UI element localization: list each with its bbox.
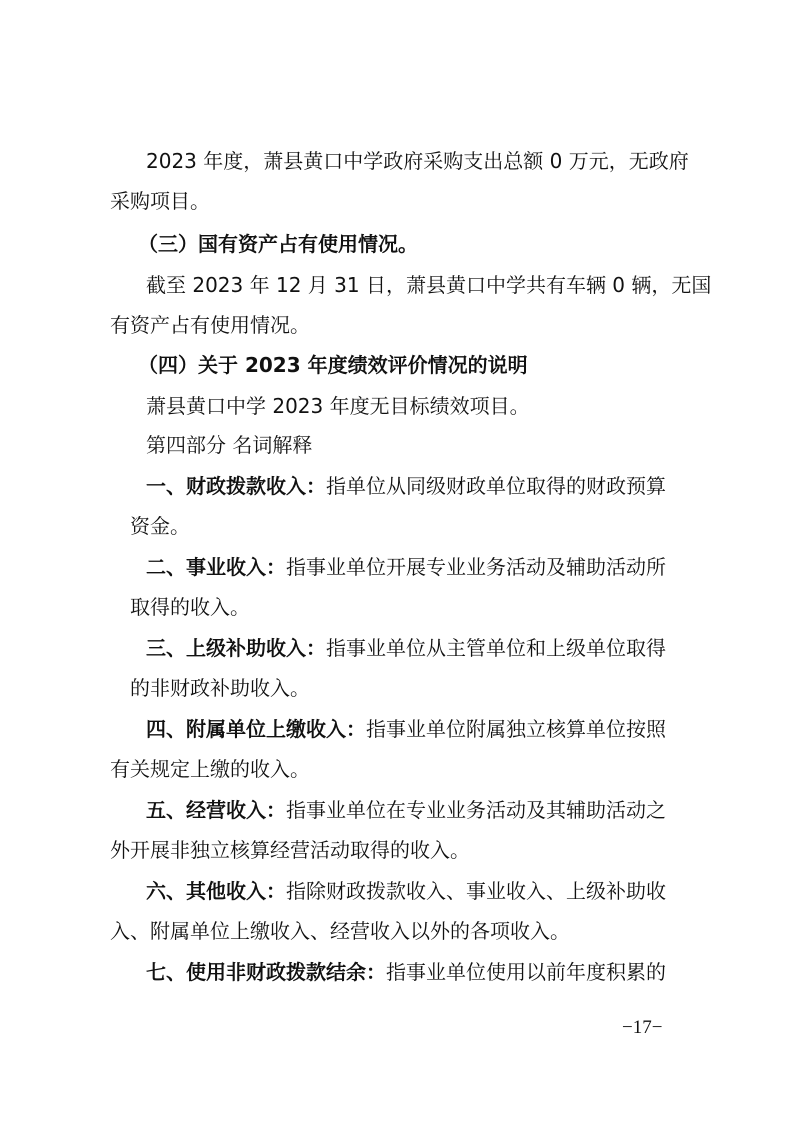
assets-paragraph-line-2: 有资产占有使用情况。 (110, 313, 310, 337)
term-3-line-1 (146, 634, 666, 662)
term-3-line-2: 的非财政补助收入。 (130, 676, 310, 700)
term-3-label: 三、上级补助收入： (146, 636, 326, 660)
term-1-definition: 指单位从同级财政单位取得的财政预算 (326, 474, 666, 498)
term-1-label: 一、财政拨款收入： (146, 474, 326, 498)
term-3-definition: 指事业单位从主管单位和上级单位取得 (326, 636, 666, 660)
section-heading-4: （四）关于 2023 年度绩效评价情况的说明 (138, 353, 528, 377)
part-four-heading: 第四部分 名词解释 (146, 433, 313, 457)
term-2-line-1 (146, 553, 666, 581)
term-2-label: 二、事业收入： (146, 555, 286, 579)
term-5-definition: 指事业单位在专业业务活动及其辅助活动之 (286, 798, 666, 822)
term-5-line-2: 外开展非独立核算经营活动取得的收入。 (110, 838, 470, 862)
term-4-line-1 (146, 715, 666, 743)
term-4-line-2: 有关规定上缴的收入。 (110, 757, 310, 781)
term-4-label: 四、附属单位上缴收入： (146, 717, 366, 741)
term-5-line-1 (146, 796, 666, 824)
assets-paragraph-line-1: 截至 2023 年 12 月 31 日，萧县黄口中学共有车辆 0 辆，无国 (146, 273, 712, 297)
performance-paragraph: 萧县黄口中学 2023 年度无目标绩效项目。 (146, 394, 530, 418)
term-6-line-2: 入、附属单位上缴收入、经营收入以外的各项收入。 (110, 919, 570, 943)
term-6-label: 六、其他收入： (146, 879, 286, 903)
term-2-definition: 指事业单位开展专业业务活动及辅助活动所 (286, 555, 666, 579)
term-1-line-1 (146, 472, 666, 500)
term-1-line-2: 资金。 (130, 514, 190, 538)
term-7-label: 七、使用非财政拨款结余： (146, 960, 386, 984)
term-7-definition: 指事业单位使用以前年度积累的 (386, 960, 666, 984)
term-4-definition: 指事业单位附属独立核算单位按照 (366, 717, 666, 741)
section-heading-3: （三）国有资产占有使用情况。 (138, 232, 418, 256)
term-6-line-1 (146, 877, 666, 905)
page-number: −17− (622, 1017, 663, 1038)
procurement-paragraph-line-1: 2023 年度，萧县黄口中学政府采购支出总额 0 万元，无政府 (146, 149, 689, 173)
term-2-line-2: 取得的收入。 (130, 595, 250, 619)
term-5-label: 五、经营收入： (146, 798, 286, 822)
term-7-line-1 (146, 958, 666, 986)
term-6-definition: 指除财政拨款收入、事业收入、上级补助收 (286, 879, 666, 903)
procurement-paragraph-line-2: 采购项目。 (110, 189, 210, 213)
